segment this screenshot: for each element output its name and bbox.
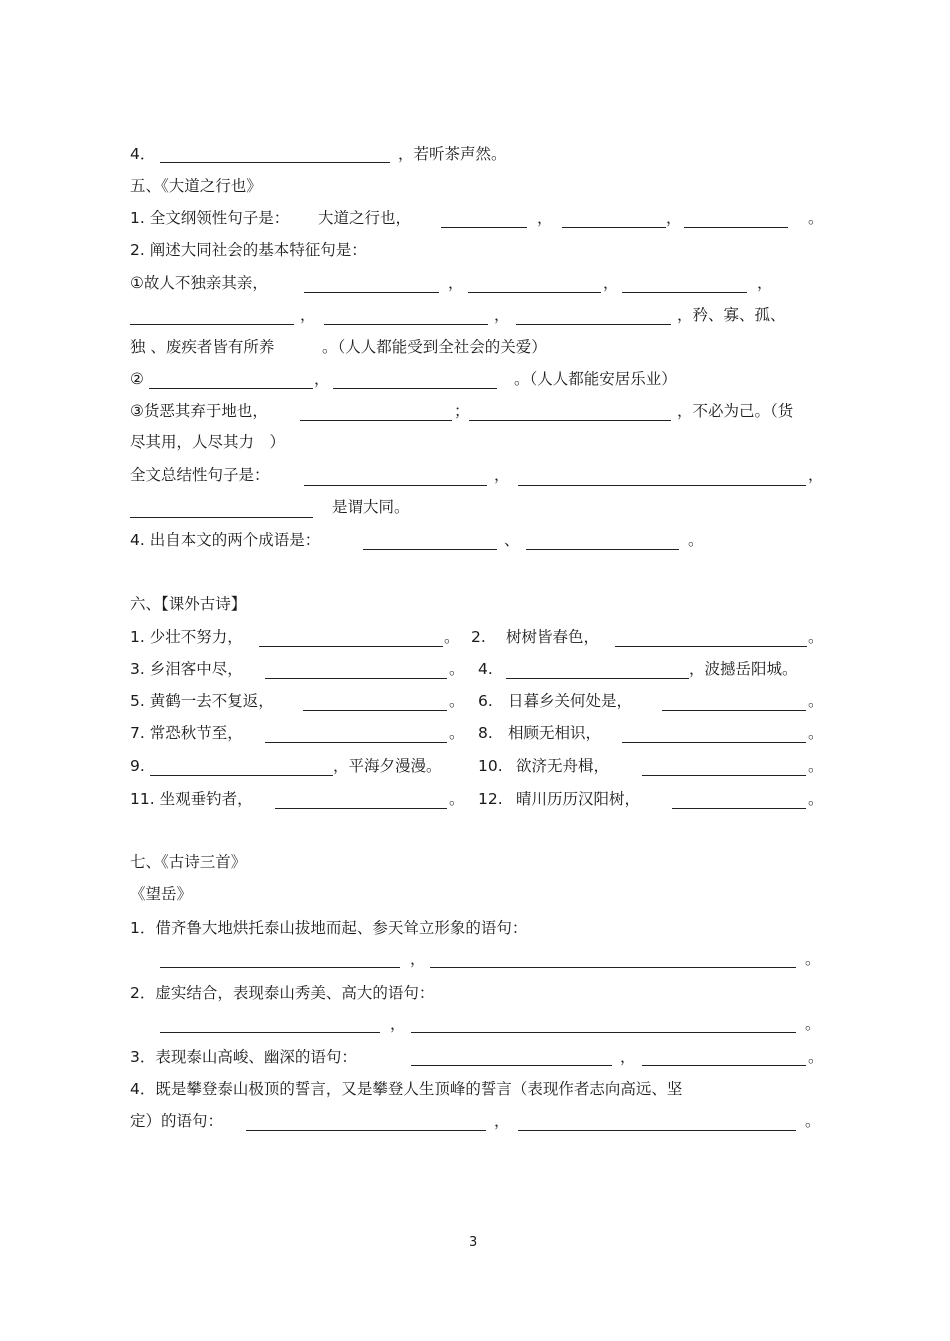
poem-item-10: 欲济无舟楫，: [516, 757, 610, 775]
blank[interactable]: [130, 517, 313, 518]
poem-item-6-num: 6.: [478, 692, 493, 710]
blank[interactable]: [622, 742, 806, 743]
blank[interactable]: [160, 1032, 380, 1033]
period: 。: [808, 209, 824, 227]
period: 。: [449, 692, 465, 710]
blank[interactable]: [526, 549, 679, 550]
blank[interactable]: [246, 1130, 486, 1131]
comma: ，: [494, 306, 510, 324]
sec5-q4-label: 4. 出自本文的两个成语是：: [130, 531, 321, 549]
period: 。: [805, 1015, 821, 1033]
sec5-q2-label: 2. 阐述大同社会的基本特征句是：: [130, 241, 367, 259]
blank[interactable]: [160, 967, 400, 968]
sec5-q1-start: 大道之行也，: [318, 209, 412, 227]
blank[interactable]: [363, 549, 497, 550]
sec7-q4-line1: 4．既是攀登泰山极顶的誓言，又是攀登人生顶峰的誓言（表现作者志向高远、坚: [130, 1080, 683, 1098]
comma: ，: [494, 1112, 510, 1130]
sec5-q2b-note: 。（人人都能安居乐业）: [514, 370, 677, 388]
period: 。: [808, 692, 824, 710]
comma: ，: [300, 306, 316, 324]
section-5-title: 五、《大道之行也》: [130, 177, 262, 195]
comma: ，: [410, 950, 426, 968]
q4-tail: ，若听茶声然。: [398, 145, 507, 163]
comma: ，: [448, 274, 464, 292]
blank[interactable]: [130, 324, 294, 325]
blank[interactable]: [303, 710, 447, 711]
period: 。: [808, 790, 824, 808]
blank[interactable]: [642, 1065, 806, 1066]
poem-item-8: 相顾无相识，: [508, 724, 602, 742]
sec5-q2b-num: ②: [130, 370, 144, 388]
sec5-summary-end: 是谓大同。: [332, 498, 410, 516]
poem-item-4: ，波撼岳阳城。: [689, 660, 798, 678]
period: 。: [808, 757, 824, 775]
section-6-title: 六、【课外古诗】: [130, 595, 247, 613]
sec5-q2a-note: 。（人人都能受到全社会的关爱）: [322, 338, 547, 356]
comma: ，: [808, 466, 824, 484]
period: 。: [444, 628, 460, 646]
blank[interactable]: [615, 646, 807, 647]
blank[interactable]: [441, 227, 527, 228]
blank[interactable]: [672, 808, 806, 809]
sec5-q2a-line3: 独 、废疾者皆有所养: [130, 338, 275, 356]
q4-number: 4．: [130, 145, 156, 163]
poem-item-3: 3. 乡泪客中尽，: [130, 660, 243, 678]
sec7-q2: 2．虚实结合，表现泰山秀美、高大的语句：: [130, 984, 435, 1002]
period: 。: [449, 660, 465, 678]
period: 。: [808, 724, 824, 742]
blank[interactable]: [430, 967, 796, 968]
section-7-title: 七、《古诗三首》: [130, 853, 247, 871]
blank[interactable]: [468, 292, 601, 293]
blank[interactable]: [411, 1065, 612, 1066]
dun: 、: [504, 531, 520, 549]
period: 。: [805, 1112, 821, 1130]
poem-item-7: 7. 常恐秋节至，: [130, 724, 243, 742]
comma: ，: [620, 1048, 636, 1066]
comma: ，: [603, 274, 619, 292]
comma: ，: [494, 466, 510, 484]
blank[interactable]: [265, 742, 447, 743]
sec5-q1-label: 1. 全文纲领性句子是：: [130, 209, 290, 227]
section-7-subtitle: 《望岳》: [130, 885, 193, 903]
blank[interactable]: [469, 420, 671, 421]
poem-item-6: 日暮乡关何处是，: [508, 692, 633, 710]
blank[interactable]: [684, 227, 788, 228]
blank[interactable]: [265, 678, 447, 679]
poem-item-8-num: 8.: [478, 724, 493, 742]
blank[interactable]: [662, 710, 806, 711]
blank[interactable]: [411, 1032, 796, 1033]
period: 。: [449, 724, 465, 742]
sec5-q2a-start: ①故人不独亲其亲，: [130, 274, 268, 292]
blank[interactable]: [149, 388, 313, 389]
sec5-q2c-start: ③货恶其弃于地也，: [130, 402, 268, 420]
blank[interactable]: [518, 1130, 796, 1131]
poem-item-2-num: 2.: [471, 628, 486, 646]
period: 。: [805, 950, 821, 968]
sec5-q2c-tail: ，不必为己。（货: [677, 402, 794, 420]
blank[interactable]: [642, 775, 806, 776]
comma: ，: [666, 209, 682, 227]
blank[interactable]: [304, 292, 439, 293]
blank[interactable]: [300, 420, 452, 421]
comma: ，: [757, 274, 773, 292]
period: 。: [449, 790, 465, 808]
comma: ，: [314, 370, 330, 388]
blank[interactable]: [304, 485, 487, 486]
poem-item-10-num: 10.: [478, 757, 503, 775]
sec5-q2a-tail: ，矜、寡、孤、: [677, 306, 786, 324]
poem-item-12: 晴川历历汉阳树，: [516, 790, 641, 808]
sec7-q3: 3．表现泰山高峻、幽深的语句：: [130, 1048, 357, 1066]
blank[interactable]: [518, 485, 806, 486]
period: 。: [808, 628, 824, 646]
blank[interactable]: [160, 162, 390, 163]
poem-item-1: 1. 少壮不努力，: [130, 628, 243, 646]
blank[interactable]: [506, 678, 689, 679]
blank[interactable]: [516, 324, 671, 325]
sec5-summary-label: 全文总结性句子是：: [130, 466, 270, 484]
blank[interactable]: [275, 808, 447, 809]
poem-item-9: ，平海夕漫漫。: [333, 757, 442, 775]
comma: ，: [390, 1015, 406, 1033]
blank[interactable]: [562, 227, 666, 228]
poem-item-11: 11. 坐观垂钓者，: [130, 790, 253, 808]
poem-item-5: 5. 黄鹤一去不复返，: [130, 692, 274, 710]
blank[interactable]: [259, 646, 443, 647]
blank[interactable]: [150, 775, 333, 776]
poem-item-9-num: 9.: [130, 757, 145, 775]
poem-item-2: 树树皆春色，: [506, 628, 600, 646]
blank[interactable]: [622, 292, 747, 293]
poem-item-12-num: 12.: [478, 790, 503, 808]
sec7-q1: 1．借齐鲁大地烘托泰山拔地而起、参天耸立形象的语句：: [130, 919, 528, 937]
sec7-q4-line2: 定）的语句：: [130, 1112, 224, 1130]
blank[interactable]: [324, 324, 488, 325]
period: 。: [688, 531, 704, 549]
comma: ，: [537, 209, 553, 227]
sec5-q2c-line2: 尽其用，人尽其力 ）: [130, 433, 286, 451]
period: 。: [808, 1048, 824, 1066]
semicolon: ；: [454, 402, 470, 420]
poem-item-4-num: 4.: [478, 660, 493, 678]
page-number: 3: [469, 1235, 478, 1250]
blank[interactable]: [333, 388, 497, 389]
